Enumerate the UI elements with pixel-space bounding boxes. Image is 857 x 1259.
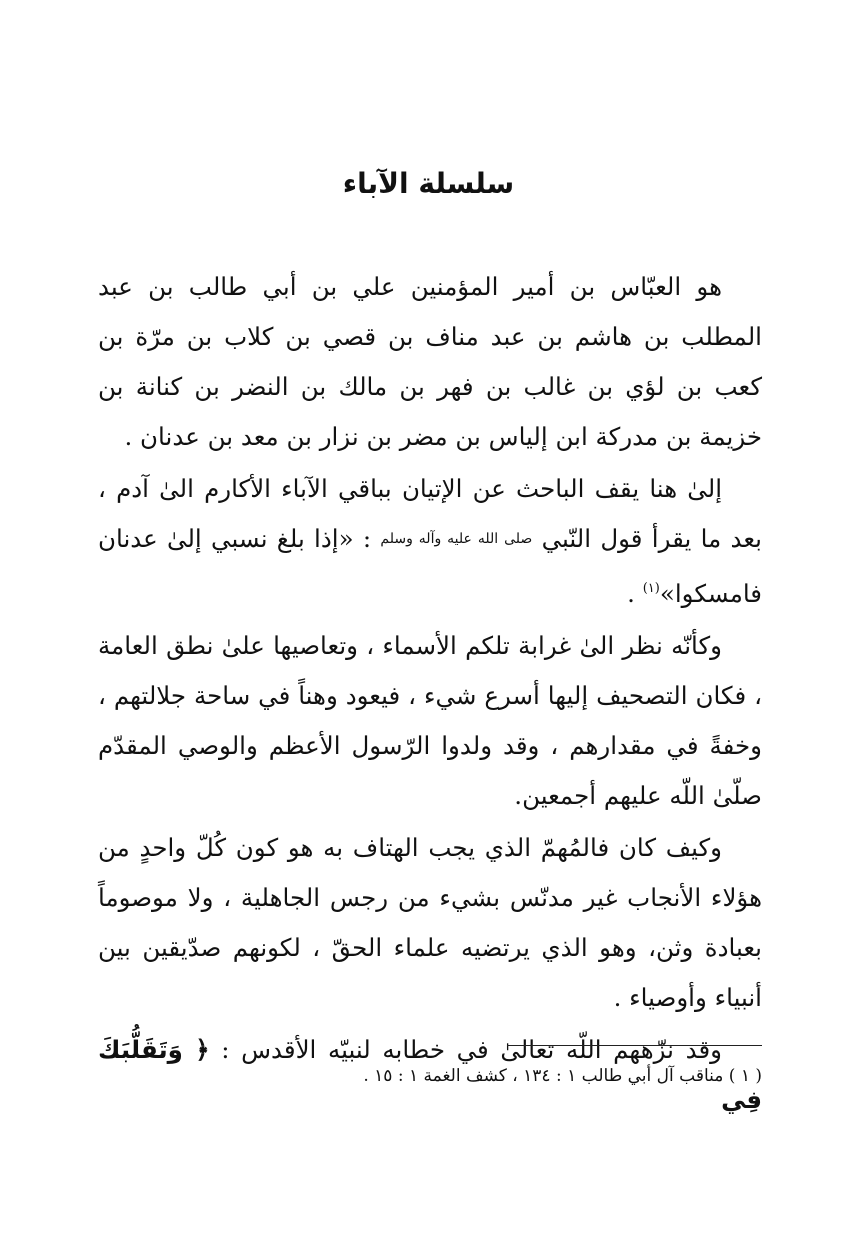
paragraph-adnan (98, 464, 762, 619)
paragraph-names: وكأنّه نظر الىٰ غرابة تلكم الأسماء ، وتعاصيها علىٰ نطق العامة ، فكان التصحيف إليها أسرع شيء ، فيعود وهناً في ساحة جلالتهم ، وخفةً في مقدارهم ، وقد ولدوا الرّسول الأعظم والوصي المقدّم صلّىٰ اللّه عليهم أجمعين. (98, 631, 762, 810)
chapter-title: سلسلة الآباء (342, 167, 515, 200)
paragraph-purity: وكيف كان فالمُهمّ الذي يجب الهتاف به هو كون كُلّ واحدٍ من هؤلاء الأنجاب غير مدنّس بشيء من رجس الجاهلية ، ولا موصوماً بعبادة وثن، وهو الذي يرتضيه علماء الحقّ ، لكونهم صدّيقين بين أنبياء وأوصياء . (98, 833, 762, 1012)
footnote-divider (507, 1045, 762, 1046)
paragraph-adnan-text: إلىٰ هنا يقف الباحث عن الإتيان بباقي الآباء الأكارم الىٰ آدم ، بعد ما يقرأ قول النّبي (98, 474, 762, 553)
paragraph-quran-text: وقد نزّههم اللّه تعالىٰ في خطابه لنبيّه الأقدس : (221, 1035, 722, 1064)
body-text (98, 262, 762, 1127)
quran-verse: ﴿ وَتَقَلُّبَكَ فِي (98, 1035, 762, 1114)
paragraph-lineage: هو العبّاس بن أمير المؤمنين علي بن أبي طالب بن عبد المطلب بن هاشم بن عبد مناف بن قصي بن كلاب بن مرّة بن كعب بن لؤي بن غالب بن فهر بن مالك بن النضر بن كنانة بن خزيمة بن مدركة ابن إلياس بن مضر بن نزار بن معد بن عدنان . (98, 272, 762, 451)
honorific-salawat: صلى الله عليه وآله وسلم (380, 531, 533, 547)
footnote: ( ١ ) مناقب آل أبي طالب ١ : ١٣٤ ، كشف الغمة ١ : ١٥ . (363, 1066, 762, 1086)
footnote-reference: (١) (642, 581, 660, 596)
prophet-quote: : «إذا بلغ نسبي إلىٰ عدنان فامسكوا» (98, 524, 762, 608)
paragraph-adnan-end: . (627, 579, 635, 608)
